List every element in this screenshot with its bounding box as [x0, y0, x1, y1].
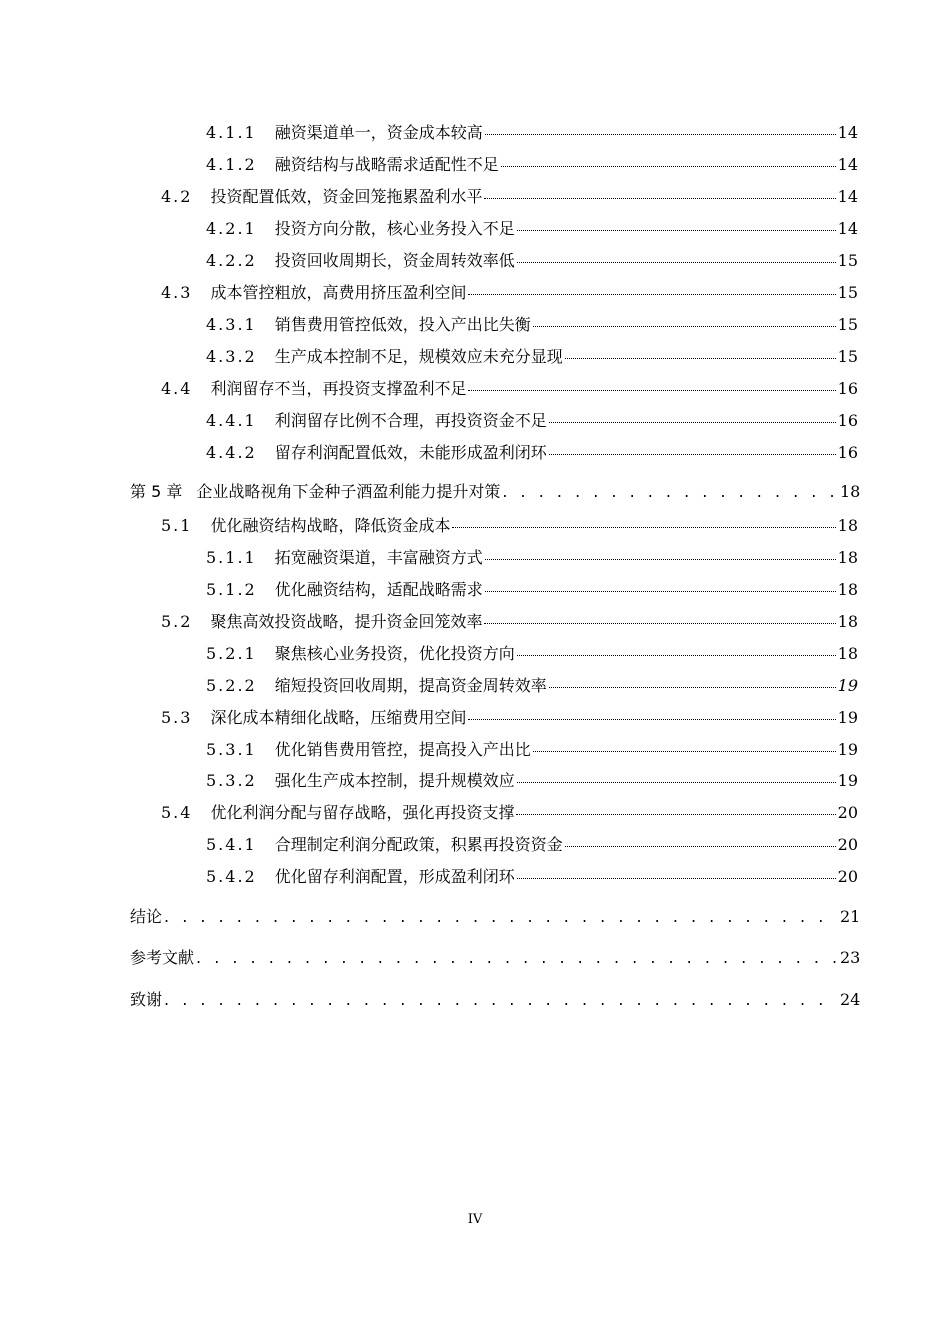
- toc-references-entry[interactable]: [130, 948, 861, 968]
- toc-entry[interactable]: [161, 610, 858, 632]
- toc-entry-title: 优化融资结构战略，降低资金成本: [210, 516, 451, 535]
- toc-entry[interactable]: [206, 409, 858, 431]
- toc-leader-dots: [196, 948, 838, 968]
- toc-leader-dots: [468, 278, 835, 295]
- toc-entry-number: 4.3: [161, 283, 193, 302]
- toc-leader-dots: [484, 607, 835, 624]
- toc-entry-title: 利润留存不当，再投资支撑盈利不足: [210, 379, 467, 398]
- toc-leader-dots: [517, 862, 836, 879]
- toc-entry-title: 利润留存比例不合理，再投资资金不足: [274, 411, 547, 430]
- toc-entry-page: 21: [840, 907, 861, 926]
- toc-entry-page: 23: [840, 948, 861, 967]
- toc-entry-title: 结论: [130, 907, 163, 926]
- toc-entry-title: 强化生产成本控制，提升规模效应: [274, 771, 515, 790]
- toc-entry-title: 投资回收周期长，资金周转效率低: [274, 251, 515, 270]
- toc-entry-number: 第 5 章: [130, 482, 183, 501]
- toc-entry[interactable]: [206, 769, 858, 791]
- toc-entry-number: 4.1.2: [206, 155, 257, 174]
- toc-entry[interactable]: [206, 153, 858, 175]
- toc-entry-title: 参考文献: [130, 948, 195, 967]
- toc-leader-dots: [485, 118, 836, 135]
- toc-entry-page: 20: [837, 867, 858, 886]
- toc-entry-page: 20: [837, 803, 858, 822]
- toc-entry-number: 4.4: [161, 379, 193, 398]
- toc-entry-page: 18: [837, 516, 858, 535]
- toc-leader-dots: [565, 830, 836, 847]
- toc-entry-page: 24: [840, 990, 861, 1009]
- toc-leader-dots: [501, 150, 836, 167]
- toc-entry-page: 18: [840, 482, 861, 501]
- toc-leader-dots: [533, 735, 836, 752]
- toc-leader-dots: [468, 374, 835, 391]
- toc-entry-number: 4.2.1: [206, 219, 257, 238]
- toc-entry-page: 14: [837, 123, 858, 142]
- toc-entry-title: 企业战略视角下金种子酒盈利能力提升对策: [196, 482, 501, 501]
- toc-entry[interactable]: [206, 345, 858, 367]
- toc-entry[interactable]: [206, 865, 858, 887]
- toc-entry-page: 18: [837, 612, 858, 631]
- toc-entry-number: 5.1: [161, 516, 193, 535]
- toc-entry-title: 优化利润分配与留存战略，强化再投资支撑: [210, 803, 515, 822]
- toc-entry-page: 19: [837, 676, 858, 695]
- toc-leader-dots: [164, 907, 838, 927]
- toc-entry-page: 16: [837, 379, 858, 398]
- toc-entry-page: 16: [837, 411, 858, 430]
- toc-entry[interactable]: [206, 217, 858, 239]
- toc-leader-dots: [517, 214, 836, 231]
- toc-leader-dots: [468, 703, 835, 720]
- toc-entry-title: 生产成本控制不足，规模效应未充分显现: [274, 347, 563, 366]
- toc-entry[interactable]: [161, 185, 858, 207]
- toc-entry-title: 融资渠道单一，资金成本较高: [274, 123, 483, 142]
- toc-entry[interactable]: [161, 706, 858, 728]
- toc-entry-page: 18: [837, 548, 858, 567]
- toc-entry-number: 5.3: [161, 708, 193, 727]
- toc-chapter-entry[interactable]: [130, 482, 861, 502]
- toc-entry-page: 15: [837, 315, 858, 334]
- toc-entry[interactable]: [206, 546, 858, 568]
- toc-leader-dots: [164, 990, 838, 1010]
- toc-entry-title: 深化成本精细化战略，压缩费用空间: [210, 708, 467, 727]
- toc-entry-page: 19: [837, 771, 858, 790]
- toc-entry-number: 5.1.1: [206, 548, 257, 567]
- toc-entry-page: 15: [837, 283, 858, 302]
- toc-entry[interactable]: [206, 441, 858, 463]
- page-footer-number: IV: [467, 1212, 483, 1227]
- toc-entry-number: 4.3.2: [206, 347, 257, 366]
- toc-entry-title: 合理制定利润分配政策，积累再投资资金: [274, 835, 563, 854]
- toc-entry-number: 5.4.1: [206, 835, 257, 854]
- toc-entry-title: 优化留存利润配置，形成盈利闭环: [274, 867, 515, 886]
- toc-entry-title: 成本管控粗放，高费用挤压盈利空间: [210, 283, 467, 302]
- toc-entry-page: 14: [837, 219, 858, 238]
- toc-entry-title: 投资方向分散，核心业务投入不足: [274, 219, 515, 238]
- toc-entry-page: 19: [837, 708, 858, 727]
- toc-entry-page: 15: [837, 347, 858, 366]
- toc-entry-title: 留存利润配置低效，未能形成盈利闭环: [274, 443, 547, 462]
- toc-entry-page: 20: [837, 835, 858, 854]
- toc-leader-dots: [517, 246, 836, 263]
- toc-entry-number: 5.2.2: [206, 676, 257, 695]
- toc-entry[interactable]: [161, 801, 858, 823]
- toc-acknowledgements-entry[interactable]: [130, 990, 861, 1010]
- toc-entry-number: 5.4: [161, 803, 193, 822]
- toc-entry[interactable]: [161, 281, 858, 303]
- toc-leader-dots: [485, 575, 836, 592]
- toc-leader-dots: [485, 543, 836, 560]
- toc-entry-number: 4.4.2: [206, 443, 257, 462]
- toc-leader-dots: [452, 511, 835, 528]
- toc-entry-title: 聚焦核心业务投资，优化投资方向: [274, 644, 515, 663]
- toc-entry-title: 缩短投资回收周期，提高资金周转效率: [274, 676, 547, 695]
- toc-entry-title: 融资结构与战略需求适配性不足: [274, 155, 499, 174]
- toc-entry-title: 致谢: [130, 990, 163, 1009]
- toc-entry-page: 18: [837, 580, 858, 599]
- toc-entry[interactable]: [206, 642, 858, 664]
- toc-leader-dots: [549, 671, 836, 688]
- toc-entry[interactable]: [206, 249, 858, 271]
- toc-entry[interactable]: [161, 377, 858, 399]
- toc-leader-dots: [565, 342, 836, 359]
- toc-conclusion-entry[interactable]: [130, 907, 861, 927]
- toc-entry[interactable]: [206, 674, 858, 696]
- toc-leader-dots: [517, 639, 836, 656]
- toc-entry-page: 14: [837, 187, 858, 206]
- toc-entry-title: 销售费用管控低效，投入产出比失衡: [274, 315, 531, 334]
- toc-entry-number: 4.4.1: [206, 411, 257, 430]
- toc-entry-title: 优化销售费用管控，提高投入产出比: [274, 740, 531, 759]
- toc-entry-number: 4.2.2: [206, 251, 257, 270]
- toc-entry-page: 19: [837, 740, 858, 759]
- toc-entry-number: 4.2: [161, 187, 193, 206]
- toc-entry-page: 18: [837, 644, 858, 663]
- toc-entry-number: 5.4.2: [206, 867, 257, 886]
- toc-entry[interactable]: [206, 313, 858, 335]
- toc-entry[interactable]: [206, 833, 858, 855]
- toc-entry-number: 5.2: [161, 612, 193, 631]
- toc-entry-number: 4.1.1: [206, 123, 257, 142]
- toc-leader-dots: [484, 182, 835, 199]
- toc-entry-number: 5.2.1: [206, 644, 257, 663]
- toc-entry-number: 4.3.1: [206, 315, 257, 334]
- toc-entry-number: 5.3.2: [206, 771, 257, 790]
- toc-entry[interactable]: [161, 514, 858, 536]
- toc-entry-title: 投资配置低效，资金回笼拖累盈利水平: [210, 187, 483, 206]
- toc-leader-dots: [549, 438, 836, 455]
- toc-entry-number: 5.3.1: [206, 740, 257, 759]
- toc-entry[interactable]: [206, 121, 858, 143]
- toc-leader-dots: [549, 406, 836, 423]
- toc-entry-title: 优化融资结构，适配战略需求: [274, 580, 483, 599]
- toc-entry-page: 15: [837, 251, 858, 270]
- toc-entry-title: 聚焦高效投资战略，提升资金回笼效率: [210, 612, 483, 631]
- toc-entry[interactable]: [206, 738, 858, 760]
- toc-entry-page: 14: [837, 155, 858, 174]
- toc-entry-number: 5.1.2: [206, 580, 257, 599]
- toc-entry-page: 16: [837, 443, 858, 462]
- toc-leader-dots: [517, 766, 836, 783]
- toc-entry[interactable]: [206, 578, 858, 600]
- toc-leader-dots: [516, 798, 835, 815]
- toc-leader-dots: [533, 310, 836, 327]
- toc-leader-dots: [502, 482, 838, 502]
- toc-entry-title: 拓宽融资渠道，丰富融资方式: [274, 548, 483, 567]
